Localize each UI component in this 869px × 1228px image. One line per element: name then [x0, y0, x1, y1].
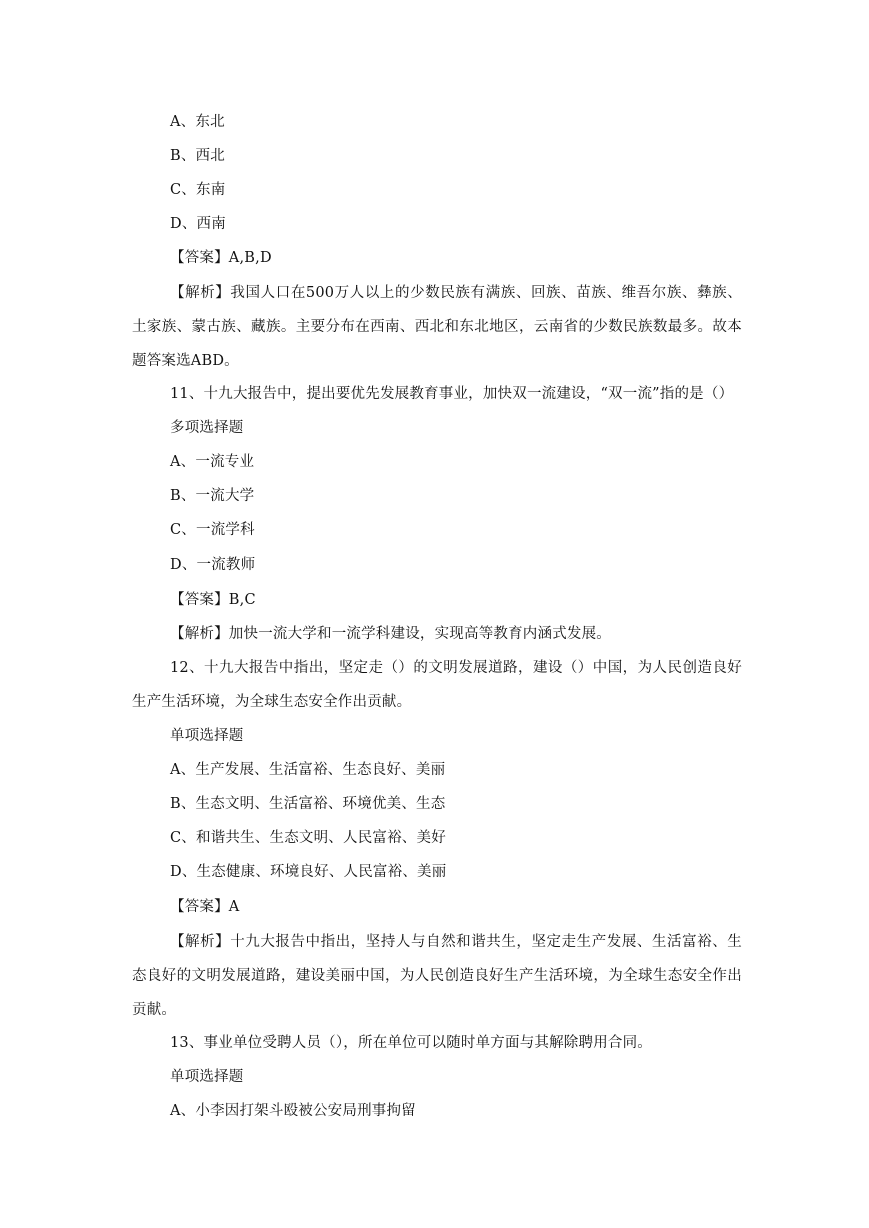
q10-option-d: D、西南: [170, 216, 226, 232]
q11-option-c: C、一流学科: [170, 522, 255, 538]
q10-option-b: B、西北: [170, 148, 225, 164]
q11-option-a: A、一流专业: [170, 454, 255, 470]
q11-option-d: D、一流教师: [170, 557, 256, 573]
q12-stem: 12、十九大报告中指出，坚定走（）的文明发展道路，建设（）中国，为人民创造良好生产生活环境，为全球生态安全作出贡献。: [132, 660, 742, 710]
q10-answer: 【答案】A,B,D: [170, 250, 272, 266]
q11-stem: 11、十九大报告中，提出要优先发展教育事业，加快双一流建设，“双一流”指的是（）: [170, 386, 734, 402]
q11-option-b: B、一流大学: [170, 488, 255, 504]
q12-answer: 【答案】A: [170, 899, 240, 915]
q13-type: 单项选择题: [170, 1069, 244, 1085]
q13-option-a: A、小李因打架斗殴被公安局刑事拘留: [170, 1103, 416, 1119]
q12-option-a: A、生产发展、生活富裕、生态良好、美丽: [170, 762, 446, 778]
q10-option-c: C、东南: [170, 182, 226, 198]
q11-type: 多项选择题: [170, 420, 244, 436]
q13-stem: 13、事业单位受聘人员（），所在单位可以随时单方面与其解除聘用合同。: [170, 1035, 652, 1051]
q12-option-c: C、和谐共生、生态文明、人民富裕、美好: [170, 830, 446, 846]
q10-explanation: 【解析】我国人口在500万人以上的少数民族有满族、回族、苗族、维吾尔族、彝族、土家族、蒙古族、藏族。主要分布在西南、西北和东北地区，云南省的少数民族数最多。故本题答案选ABD。: [132, 285, 742, 369]
q12-option-d: D、生态健康、环境良好、人民富裕、美丽: [170, 864, 447, 880]
q12-option-b: B、生态文明、生活富裕、环境优美、生态: [170, 796, 446, 812]
q12-explanation: 【解析】十九大报告中指出，坚持人与自然和谐共生，坚定走生产发展、生活富裕、生态良好的文明发展道路，建设美丽中国，为人民创造良好生产生活环境，为全球生态安全作出贡献。: [132, 934, 742, 1018]
q11-explanation: 【解析】加快一流大学和一流学科建设，实现高等教育内涵式发展。: [170, 626, 611, 642]
q12-type: 单项选择题: [170, 728, 244, 744]
q10-option-a: A、东北: [170, 114, 225, 130]
q11-answer: 【答案】B,C: [170, 592, 256, 608]
